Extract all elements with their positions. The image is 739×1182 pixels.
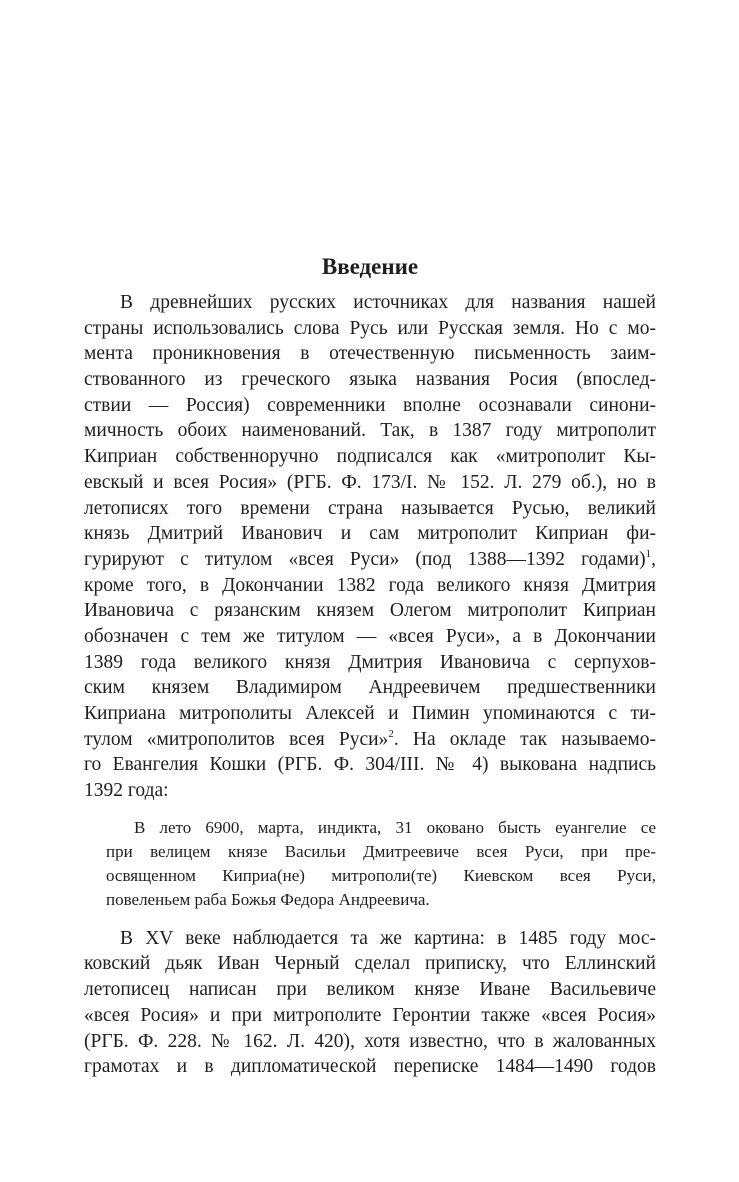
text-fragment: тулом «митрополитов всея Руси»: [84, 728, 389, 750]
text-line: ковский дьяк Иван Черный сделал приписку, что Еллинский: [84, 953, 656, 975]
text-fragment: гурируют с титулом «всея Руси» (под 1388—1392 годами): [84, 548, 646, 570]
text-line: «всея Росия» и при митрополите Геронтии также «всея Росия»: [84, 1004, 656, 1026]
text-line: В древнейших русских источниках для названия нашей: [120, 292, 656, 313]
text-line-with-footnote: [84, 727, 656, 753]
text-line: кроме того, в Докончании 1382 года великого князя Дмитрия: [84, 574, 656, 596]
text-line: ским князем Владимиром Андреевичем предшественники: [84, 677, 656, 699]
text-line: 1389 года великого князя Дмитрия Ивановича с серпухов-: [84, 651, 656, 673]
text-line: летописях того времени страна называется Русью, великий: [84, 497, 656, 519]
text-line: Киприана митрополиты Алексей и Пимин упоминаются с ти-: [84, 703, 656, 724]
text-line: Киприан собственноручно подписался как «митрополит Кы-: [84, 446, 656, 468]
footnote-mark-1[interactable]: 1: [645, 547, 652, 560]
text-line: евскый и всея Росия» (РГБ. Ф. 173/I. № 152. Л. 279 об.), но в: [84, 471, 656, 493]
text-line: страны использовались слова Русь или Русская земля. Но с мо-: [84, 317, 656, 339]
paragraph-2: [84, 926, 656, 1080]
text-line: го Евангелия Кошки (РГБ. Ф. 304/III. № 4) выкована надпись: [84, 754, 656, 776]
quote-line: освященном Киприа(не) митрополи(те) Киевском всея Руси,: [106, 865, 656, 885]
text-line: обозначен с тем же титулом — «всея Руси», а в Докончании: [84, 625, 656, 647]
text-line: 1392 года:: [84, 780, 169, 802]
text-line: В XV веке наблюдается та же картина: в 1485 году мос-: [120, 927, 656, 949]
paragraph-1: [84, 290, 656, 804]
quote-line: В лето 6900, марта, индикта, 31 оковано бысть еуангелие се: [134, 817, 656, 837]
text-line: Ивановича с рязанским князем Олегом митрополит Киприан: [84, 600, 656, 622]
text-line: летописец написан при великом князе Иване Васильевиче: [84, 979, 656, 1001]
quote-line: при велицем князе Васильи Дмитреевиче всея Руси, при пре-: [106, 841, 656, 861]
footnote-mark-2[interactable]: 2: [388, 727, 394, 740]
text-line: ствии — Россия) современники вполне осознавали синони-: [84, 394, 656, 416]
text-fragment: . На окладе так называемо-: [393, 728, 656, 750]
text-line: (РГБ. Ф. 228. № 162. Л. 420), хотя известно, что в жалованных: [84, 1030, 656, 1052]
body-text: [84, 290, 656, 1080]
text-line-with-footnote: [84, 547, 656, 573]
block-quote: [84, 816, 656, 912]
quote-line: повеленьем раба Божья Федора Андреевича.: [106, 889, 430, 909]
text-line: князь Дмитрий Иванович и сам митрополит Киприан фи-: [84, 523, 656, 545]
text-line: ствованного из греческого языка названия Росия (впослед-: [84, 369, 656, 391]
text-line: мичность обоих наименований. Так, в 1387 году митрополит: [84, 420, 656, 442]
text-fragment: ,: [651, 548, 656, 570]
text-line: грамотах и в дипломатической переписке 1484—1490 годов: [84, 1056, 656, 1078]
chapter-title: Введение: [321, 254, 419, 279]
text-line: мента проникновения в отечественную письменность заим-: [84, 343, 656, 365]
